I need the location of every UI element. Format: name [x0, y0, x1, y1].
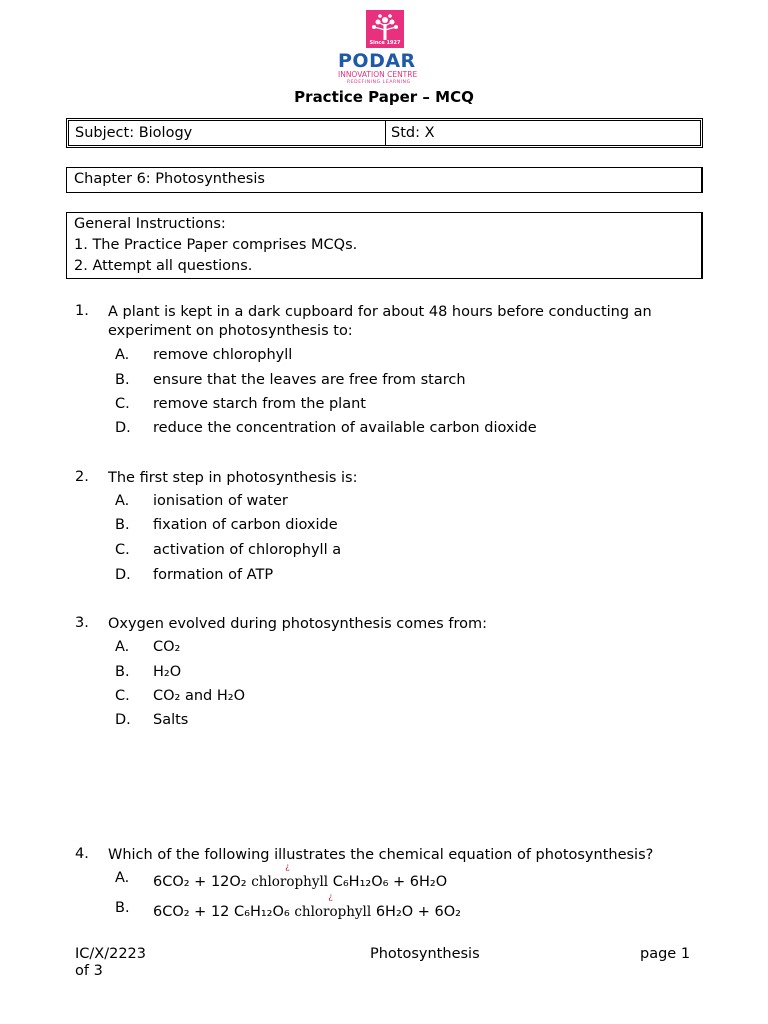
option-letter: D.	[115, 567, 131, 583]
option-letter: B.	[115, 900, 130, 916]
option-letter: B.	[115, 372, 130, 388]
option-text: formation of ATP	[153, 567, 274, 583]
instructions-box	[66, 212, 703, 279]
option-text: reduce the concentration of available carbon dioxide	[153, 420, 537, 436]
footer-topic: Photosynthesis	[370, 946, 480, 962]
equation-option	[153, 862, 448, 890]
footer-code: IC/X/2223	[75, 946, 147, 962]
option-text: CO₂	[153, 639, 181, 655]
question-text: The first step in photosynthesis is:	[108, 470, 358, 486]
option-text: ionisation of water	[153, 493, 288, 509]
subject-label: Subject: Biology	[75, 125, 193, 141]
option-letter: D.	[115, 420, 131, 436]
equation-catalyst	[251, 862, 329, 890]
equation-catalyst	[294, 892, 372, 920]
equation-catalyst-label: chlorophyll	[251, 874, 329, 890]
question-text: Oxygen evolved during photosynthesis comes from:	[108, 616, 487, 632]
footer-page-total: of 3	[75, 963, 103, 979]
option-letter: C.	[115, 396, 130, 412]
option-text: H₂O	[153, 664, 182, 680]
logo-subtitle: INNOVATION CENTRE	[338, 70, 418, 79]
option-letter: B.	[115, 517, 130, 533]
equation-reactants: 6CO₂ + 12O₂	[153, 874, 247, 890]
chapter-box	[66, 167, 703, 193]
question-text: Which of the following illustrates the chemical equation of photosynthesis?	[108, 847, 654, 863]
instruction-line: 1. The Practice Paper comprises MCQs.	[74, 237, 358, 253]
option-text: remove chlorophyll	[153, 347, 293, 363]
equation-catalyst-label: chlorophyll	[294, 904, 372, 920]
option-letter: C.	[115, 542, 130, 558]
instruction-line: 2. Attempt all questions.	[74, 258, 253, 274]
option-text: activation of chlorophyll a	[153, 542, 342, 558]
equation-mark: ¿	[285, 862, 290, 871]
school-logo	[333, 6, 433, 88]
option-text: ensure that the leaves are free from starch	[153, 372, 466, 388]
equation-option	[153, 892, 461, 920]
option-letter: A.	[115, 870, 130, 886]
equation-mark: ¿	[328, 892, 333, 901]
option-letter: A.	[115, 639, 130, 655]
logo-name: PODAR	[338, 50, 416, 72]
chapter-label: Chapter 6: Photosynthesis	[74, 171, 265, 187]
logo-since: Since 1927	[369, 40, 401, 46]
equation-products: C₆H₁₂O₆ + 6H₂O	[332, 874, 448, 890]
option-text: remove starch from the plant	[153, 396, 366, 412]
option-letter: A.	[115, 493, 130, 509]
option-text: Salts	[153, 712, 189, 728]
option-letter: C.	[115, 688, 130, 704]
question-text: A plant is kept in a dark cupboard for about 48 hours before conducting an experiment on photosynthesis to:	[108, 304, 652, 339]
question-number: 1.	[75, 303, 89, 319]
table-divider	[385, 121, 386, 145]
question-number: 4.	[75, 846, 89, 862]
option-letter: A.	[115, 347, 130, 363]
option-letter: D.	[115, 712, 131, 728]
footer-page: page 1	[640, 946, 691, 962]
logo-tagline: REDEFINING LEARNING	[347, 80, 411, 85]
option-text: fixation of carbon dioxide	[153, 517, 338, 533]
subject-table	[66, 118, 703, 148]
tree-logo-icon	[366, 10, 404, 48]
instructions-heading: General Instructions:	[74, 216, 226, 232]
equation-reactants: 6CO₂ + 12 C₆H₁₂O₆	[153, 904, 290, 920]
option-text: CO₂ and H₂O	[153, 688, 245, 704]
question-number: 3.	[75, 615, 89, 631]
page-title: Practice Paper – MCQ	[294, 88, 474, 106]
equation-products: 6H₂O + 6O₂	[375, 904, 461, 920]
option-letter: B.	[115, 664, 130, 680]
std-label: Std: X	[391, 125, 435, 141]
question-number: 2.	[75, 469, 89, 485]
